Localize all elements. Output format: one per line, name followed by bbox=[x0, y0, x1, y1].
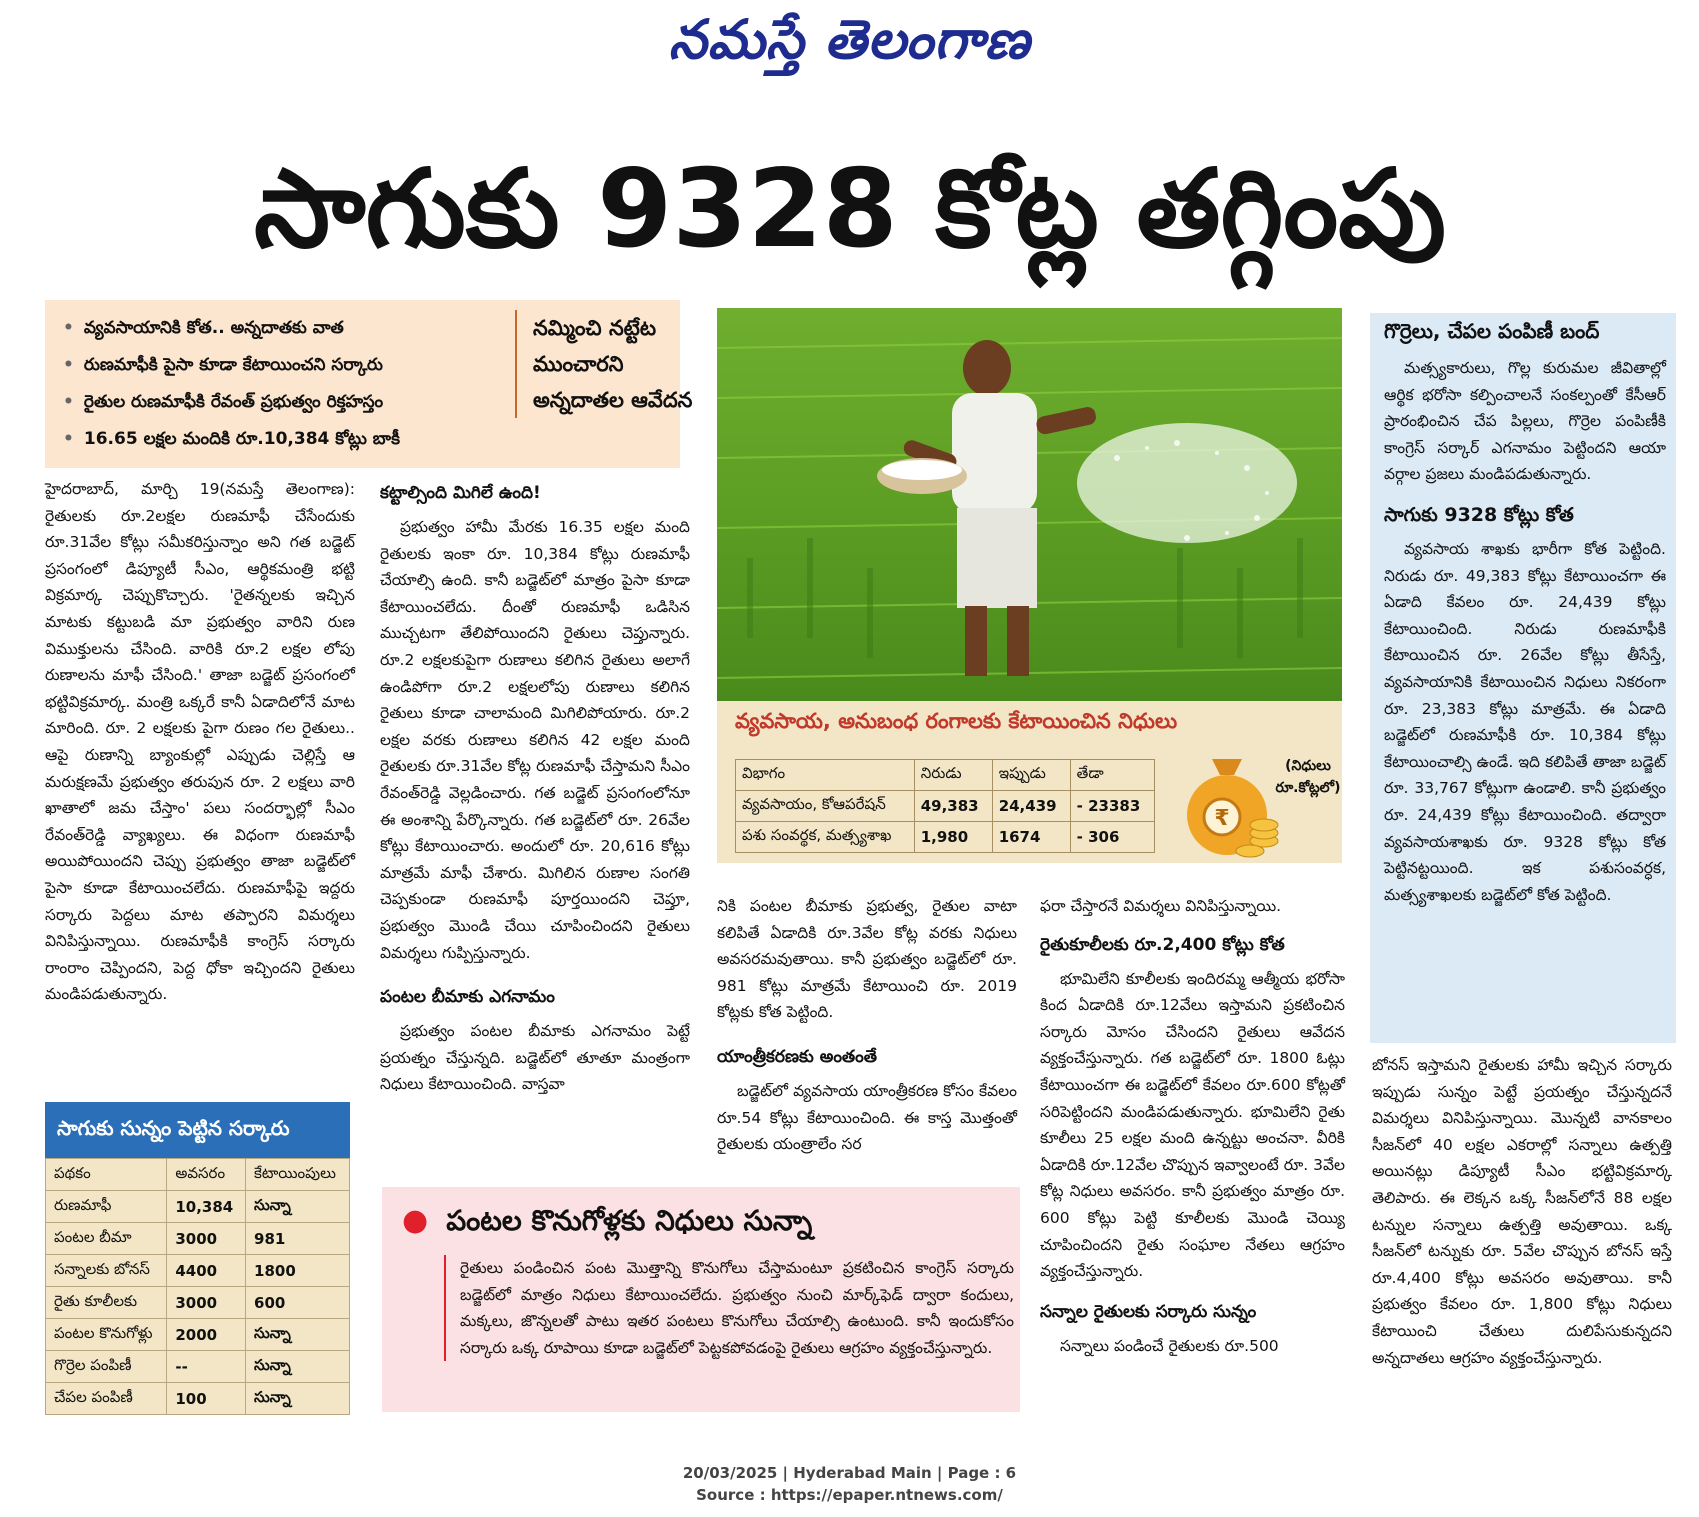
table-cell: 100 bbox=[167, 1383, 246, 1415]
bullet-icon: ● bbox=[402, 1203, 429, 1238]
table-header-row bbox=[46, 1159, 350, 1191]
table-row bbox=[46, 1223, 350, 1255]
article-column-4 bbox=[1040, 893, 1345, 1359]
article-paragraph: బడ్జెట్‌లో వ్యవసాయ యాంత్రీకరణ కోసం కేవలం రూ.54 కోట్లు కేటాయించింది. ఈ కాస్త మొత్తంతో రైతులకు యంత్రాలేం సర bbox=[717, 1081, 1017, 1154]
article-paragraph: బోనస్ ఇస్తామని రైతులకు హామీ ఇచ్చిన సర్కారు ఇప్పుడు సున్నం పెట్టే ప్రయత్నం చేస్తున్నదనే విమర్శలు వినిపిస్తున్నాయి. మొన్నటి వానకాలం సీజన్‌లో 40 లక్షల ఎకరాల్లో సన్నాలు ఉత్పత్తి అయినట్లు డిప్యూటీ సీఎం భట్టివిక్రమార్క తెలిపారు. ఈ లెక్కన ఒక్క సీజన్‌లోనే 88 లక్షల టన్నుల సన్నాలు ఉత్పత్తి అవుతాయి. ఒక్క సీజన్‌లో టన్నుకు రూ. 5వేల చొప్పున బోనస్ ఇస్తే రూ.4,400 కోట్లు అవసరం అవుతాయి. కానీ ప్రభుత్వం కేవలం రూ. 1,800 కోట్లు నిధులు కేటాయించి చేతులు దులిపేసుకున్నదని అన్నదాతలు ఆగ్రహం వ్యక్తంచేస్తున్నారు. bbox=[1372, 1056, 1672, 1367]
table-cell: 3000 bbox=[167, 1287, 246, 1319]
table-cell: పశు సంవర్థక, మత్స్యశాఖ bbox=[736, 822, 915, 853]
table-row bbox=[46, 1255, 350, 1287]
article-paragraph: ఫరా చేస్తారనే విమర్శలు వినిపిస్తున్నాయి. bbox=[1040, 897, 1282, 915]
sidebar-box bbox=[1370, 313, 1676, 1043]
table-header-cell: నిరుడు bbox=[914, 760, 992, 791]
article-paragraph: వ్యవసాయ శాఖకు భారీగా కోత పెట్టింది. నిరుడు రూ. 49,383 కోట్లు కేటాయించగా ఈ ఏడాది కేవలం రూ. 24,439 కోట్లు కేటాయించింది. నిరుడు రుణమాఫీకి కేటాయించిన రూ. 26వేల కోట్లు తీసేస్తే, వ్యవసాయానికి కేటాయించిన నిధులు నికరంగా రూ. 23,383 కోట్లు మాత్రమే. ఈ ఏడాది బడ్జెట్‌లో రుణమాఫీకి రూ. 10,384 కోట్లు కేటాయించాల్సి ఉండే. ఇది కలిపితే తాజా బడ్జెట్ రూ. 33,767 కోట్లుగా ఉండాలి. కానీ ప్రభుత్వం రూ. 24,439 కోట్లు కేటాయించింది. తద్వారా వ్యవసాయశాఖకు రూ. 9328 కోట్లు కోత పెట్టినట్టయింది. ఇక పశుసంవర్ధక, మత్స్యశాఖలకు బడ్జెట్‌లో కోత పెట్టింది. bbox=[1384, 539, 1666, 904]
table-cell: 4400 bbox=[167, 1255, 246, 1287]
highlight-item: • రైతుల రుణమాఫీకి రేవంత్ ప్రభుత్వం రిక్తహస్తం bbox=[63, 384, 493, 421]
table-cell: చేపల పంపిణీ bbox=[46, 1383, 167, 1415]
masthead-logo: నమస్తే తెలంగాణ bbox=[668, 8, 1031, 71]
highlight-item: • 16.65 లక్షల మందికి రూ.10,384 కోట్లు బాకీ bbox=[63, 421, 493, 458]
procurement-title bbox=[402, 1203, 812, 1244]
table-cell: 24,439 bbox=[992, 791, 1070, 822]
table-row bbox=[736, 822, 1155, 853]
page-footer bbox=[0, 1462, 1699, 1506]
article-column-2 bbox=[380, 470, 690, 1098]
table-cell: - 23383 bbox=[1070, 791, 1154, 822]
highlight-item: • వ్యవసాయానికి కోత.. అన్నదాతకు వాత bbox=[63, 310, 493, 347]
article-paragraph: హైదరాబాద్, మార్చి 19(నమస్తే తెలంగాణ): రైతులకు రూ.2లక్షల రుణమాఫీ చేసేందుకు రూ.31వేల కోట్లు సమీకరిస్తున్నాం అని గత బడ్జెట్ ప్రసంగంలో డిప్యూటీ సీఎం, ఆర్థికమంత్రి భట్టి విక్రమార్క చెప్పుకొచ్చారు. 'రైతన్నలకు ఇచ్చిన మాటకు కట్టుబడి మా ప్రభుత్వం వారిని రుణ విముక్తులను చేసింది. వారికి రూ.2 లక్షల లోపు రుణాలను మాఫీ చేసింది.' తాజా బడ్జెట్ ప్రసంగంలో భట్టివిక్రమార్క. మంత్రి ఒక్కరే కానీ ఏడాదిలోనే మాట మారింది. రూ. 2 లక్షలకు పైగా రుణం గల రైతులు.. ఆపై రుణాన్ని బ్యాంకుల్లో ఎప్పుడు చెల్లిస్తే ఆ మరుక్షణమే ప్రభుత్వం తరుపున రూ. 2 లక్షలు వారి ఖాతాలో జమ చేస్తాం' పలు సందర్భాల్లో సీఎం రేవంత్‌రెడ్డి వ్యాఖ్యలు. ఈ విధంగా రుణమాఫీ అయిపోయిందని చెప్పు ప్రభుత్వం తాజా బడ్జెట్‌లో పైసా కూడా కేటాయించలేదు. రుణమాఫీపై ఇద్దరు సర్కారు పెద్దలు మాట తప్పారని విమర్శలు వినిపిస్తున్నాయి. రుణమాఫీకి కాంగ్రెస్ సర్కారు రాంరాం చెప్పిందని, పెద్ద ధోకా ఇచ్చిందని రైతులు మండిపడుతున్నారు. bbox=[45, 480, 355, 1004]
svg-text:₹: ₹ bbox=[1214, 806, 1230, 831]
table-cell: సున్నా bbox=[246, 1383, 350, 1415]
table-row bbox=[46, 1383, 350, 1415]
table-header-cell: విభాగం bbox=[736, 760, 915, 791]
table-cell: -- bbox=[167, 1351, 246, 1383]
subheading: కట్టాల్సింది మిగిలే ఉంది! bbox=[380, 483, 541, 503]
procurement-title-text: పంటల కొనుగోళ్లకు నిధులు సున్నా bbox=[446, 1204, 813, 1237]
table-cell: 49,383 bbox=[914, 791, 992, 822]
highlights-list bbox=[63, 310, 493, 458]
article-paragraph: మత్స్యకారులు, గొల్ల కురుమల జీవితాల్లో ఆర్థిక భరోసా కల్పించాలనే సంకల్పంతో కేసీఆర్ ప్రారంభించిన చేప పిల్లలు, గొర్రెల పంపిణీకి కాంగ్రెస్ సర్కార్ ఎగనామం పెట్టిందని ఆయా వర్గాల ప్రజలు మండిపడుతున్నారు. bbox=[1384, 359, 1666, 484]
table-cell: 3000 bbox=[167, 1223, 246, 1255]
scheme-table bbox=[45, 1158, 350, 1415]
table-row bbox=[736, 791, 1155, 822]
subheading: రైతుకూలీలకు రూ.2,400 కోట్లు కోత bbox=[1040, 934, 1285, 955]
table-header-cell: అవసరం bbox=[167, 1159, 246, 1191]
sidebar-heading: గొర్రెలు, చేపల పంపిణీ బంద్ bbox=[1384, 319, 1600, 343]
table-cell: 1674 bbox=[992, 822, 1070, 853]
table-cell: - 306 bbox=[1070, 822, 1154, 853]
page-headline: సాగుకు 9328 కోట్ల తగ్గింపు bbox=[254, 147, 1446, 272]
money-bag-icon bbox=[1172, 741, 1282, 859]
subheading: యాంత్రీకరణకు అంతంతే bbox=[717, 1046, 878, 1067]
table-row bbox=[46, 1191, 350, 1223]
table-cell: సన్నాలకు బోనస్ bbox=[46, 1255, 167, 1287]
table-header-cell: కేటాయింపులు bbox=[246, 1159, 350, 1191]
table-cell: రైతు కూలీలకు bbox=[46, 1287, 167, 1319]
table-cell: పంటల బీమా bbox=[46, 1223, 167, 1255]
funds-allocation-box bbox=[717, 701, 1342, 863]
highlights-box bbox=[45, 300, 693, 468]
scheme-table-title: సాగుకు సున్నం పెట్టిన సర్కారు bbox=[45, 1102, 350, 1158]
table-row bbox=[46, 1319, 350, 1351]
footer-date-line: 20/03/2025 | Hyderabad Main | Page : 6 bbox=[682, 1464, 1017, 1482]
funds-table bbox=[735, 759, 1155, 853]
footer-source-line: Source : https://epaper.ntnews.com/ bbox=[696, 1486, 1003, 1504]
subheading: సన్నాల రైతులకు సర్కారు సున్నం bbox=[1040, 1301, 1257, 1322]
table-cell: 981 bbox=[246, 1223, 350, 1255]
article-column-1 bbox=[45, 476, 355, 1008]
sidebar-subheading: సాగుకు 9328 కోట్లు కోత bbox=[1384, 503, 1574, 526]
farmer-image bbox=[717, 308, 1342, 701]
table-cell: సున్నా bbox=[246, 1319, 350, 1351]
table-row bbox=[46, 1351, 350, 1383]
article-paragraph: సన్నాలు పండించే రైతులకు రూ.500 bbox=[1060, 1336, 1279, 1355]
article-paragraph: నికి పంటల బీమాకు ప్రభుత్వ, రైతుల వాటా కలిపితే ఏడాదికి రూ.3వేల కోట్ల వరకు నిధులు అవసరమవుతాయి. కానీ ప్రభుత్వం బడ్జెట్‌లో రూ. 981 కోట్లు మాత్రమే కేటాయించి రూ. 2019 కోట్లకు కోత పెట్టింది. bbox=[717, 897, 1017, 1022]
article-paragraph: ప్రభుత్వం హామీ మేరకు 16.35 లక్షల మంది రైతులకు ఇంకా రూ. 10,384 కోట్లు రుణమాఫీ చేయాల్సి ఉంది. కానీ బడ్జెట్‌లో మాత్రం పైసా కూడా కేటాయించలేదు. దీంతో రుణమాఫీ ఒడిసిన ముచ్చటగా తేలిపోయిందని రైతులు చెప్తున్నారు. రూ.2 లక్షలకుపైగా రుణాలు కలిగిన రైతులు అలాగే ఉండిపోగా రూ.2 లక్షలలోపు రుణాలు కలిగిన రైతులు కూడా చాలామంది మిగిలిపోయారు. రూ.2 లక్షల వరకు రుణాలు కలిగిన 42 లక్షల మంది రైతులకు రూ.31వేల కోట్ల రుణమాఫీ చేస్తామని సీఎం రేవంత్‌రెడ్డి వెల్లడించారు. గత బడ్జెట్ ప్రసంగంలోనూ ఈ అంశాన్ని పేర్కొన్నారు. గత బడ్జెట్‌లో రూ. 26వేల కోట్లు కేటాయించారు. అందులో రూ. 20,616 కోట్లు మాత్రమే మాఫీ చేశారు. మిగిలిన రుణాల సంగతి చెప్పకుండా రుణమాఫీ పూర్తయిందని చెప్తూ, ప్రభుత్వం మొండి చేయి చూపించిందని రైతులు విమర్శలు గుప్పిస్తున్నారు. bbox=[380, 518, 690, 962]
table-cell: 600 bbox=[246, 1287, 350, 1319]
table-cell: వ్యవసాయం, కోఆపరేషన్ bbox=[736, 791, 915, 822]
table-header-row bbox=[736, 760, 1155, 791]
article-paragraph: ప్రభుత్వం పంటల బీమాకు ఎగనామం పెట్టే ప్రయత్నం చేస్తున్నది. బడ్జెట్‌లో తూతూ మంత్రంగా నిధులు కేటాయించింది. వాస్తవా bbox=[380, 1022, 690, 1094]
table-cell: 2000 bbox=[167, 1319, 246, 1351]
highlight-item: • రుణమాఫీకి పైసా కూడా కేటాయించని సర్కారు bbox=[63, 347, 493, 384]
table-cell: 10,384 bbox=[167, 1191, 246, 1223]
table-cell: సున్నా bbox=[246, 1191, 350, 1223]
table-cell: పంటల కొనుగోళ్లు bbox=[46, 1319, 167, 1351]
table-header-cell: తేడా bbox=[1070, 760, 1154, 791]
funds-box-title: వ్యవసాయ, అనుబంధ రంగాలకు కేటాయించిన నిధులు bbox=[735, 709, 1178, 733]
procurement-body: రైతులు పండించిన పంట మొత్తాన్ని కొనుగోలు చేస్తామంటూ ప్రకటించిన కాంగ్రెస్ సర్కారు బడ్జెట్‌లో మాత్రం నిధులు కేటాయించలేదు. ప్రభుత్వం నుంచి మార్క్‌ఫెడ్ ద్వారా కందులు, మక్కలు, జొన్నలతో పాటు ఇతర పంటలు కొనుగోలు చేయాల్సి ఉంటుంది. కానీ ఇందుకోసం సర్కారు ఒక్క రూపాయి కూడా బడ్జెట్‌లో పెట్టకపోవడంపై రైతులు ఆగ్రహం వ్యక్తంచేస్తున్నారు. bbox=[444, 1255, 1014, 1361]
sidebar-body bbox=[1384, 355, 1666, 908]
table-cell: రుణమాఫీ bbox=[46, 1191, 167, 1223]
procurement-box bbox=[382, 1187, 1020, 1412]
article-column-3 bbox=[717, 893, 1017, 1158]
subheading: పంటల బీమాకు ఎగనామం bbox=[380, 987, 555, 1008]
table-cell: 1800 bbox=[246, 1255, 350, 1287]
table-cell: 1,980 bbox=[914, 822, 992, 853]
article-paragraph: భూమిలేని కూలీలకు ఇందిరమ్మ ఆత్మీయ భరోసా కింద ఏడాదికి రూ.12వేలు ఇస్తామని ప్రకటించిన సర్కారు మోసం చేసిందని రైతులు ఆవేదన వ్యక్తంచేస్తున్నారు. గత బడ్జెట్‌లో రూ. 1800 ఓట్లు కేటాయించగా ఈ బడ్జెట్‌లో కేవలం రూ.600 కోట్లతో సరిపెట్టిందని మండిపడుతున్నారు. భూమిలేని రైతు కూలీలు 25 లక్షల మంది ఉన్నట్టు అంచనా. వీరికి ఏడాదికి రూ.12వేల చొప్పున ఇవ్వాలంటే రూ. 3వేల కోట్ల నిధులు అవసరం. కానీ ప్రభుత్వం మాత్రం రూ. 600 కోట్లు పెట్టి కూలీలకు మొండి చెయ్యి చూపించిందని రైతు సంఘాల నేతలు ఆగ్రహం వ్యక్తంచేస్తున్నారు. bbox=[1040, 969, 1345, 1281]
farmer-photo bbox=[717, 308, 1342, 701]
table-row bbox=[46, 1287, 350, 1319]
table-header-cell: ఇప్పుడు bbox=[992, 760, 1070, 791]
funds-unit-note: (నిధులు రూ.కోట్లలో) bbox=[1275, 758, 1341, 796]
table-header-cell: పథకం bbox=[46, 1159, 167, 1191]
highlight-quote: నమ్మించి నట్టేట ముంచారని అన్నదాతల ఆవేదన bbox=[515, 310, 693, 418]
table-cell: సున్నా bbox=[246, 1351, 350, 1383]
article-column-5 bbox=[1372, 1052, 1672, 1371]
table-cell: గొర్రెల పంపిణీ bbox=[46, 1351, 167, 1383]
